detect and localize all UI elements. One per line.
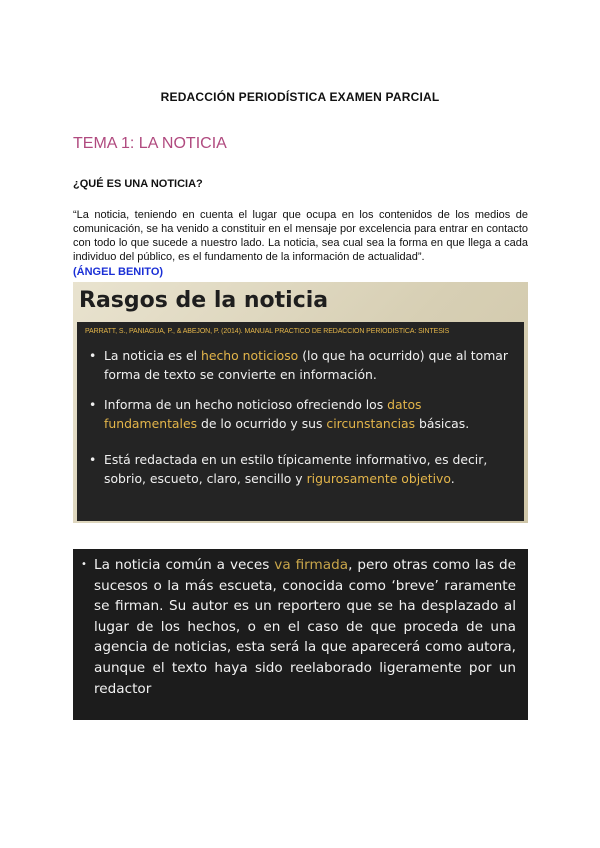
question-heading: ¿QUÉ ES UNA NOTICIA? bbox=[73, 178, 203, 190]
list-item-text: Informa de un hecho noticioso ofreciendo los datos fundamentales de lo ocurrido y sus circunstancias básicas. bbox=[104, 397, 470, 431]
highlight: rigurosamente objetivo bbox=[306, 471, 451, 486]
slide-rasgos bbox=[73, 282, 528, 523]
section-title: TEMA 1: LA NOTICIA bbox=[73, 135, 227, 152]
list-item bbox=[89, 395, 512, 433]
bullet-icon: • bbox=[89, 348, 97, 363]
highlight: va firmada bbox=[274, 557, 349, 573]
bullet-icon: • bbox=[89, 452, 97, 467]
bullet-icon: • bbox=[81, 559, 87, 570]
highlight: circunstancias bbox=[326, 416, 416, 431]
highlight: datos fundamentales bbox=[104, 397, 422, 431]
highlight: hecho noticioso bbox=[200, 348, 299, 363]
list-item bbox=[81, 555, 516, 699]
slide-panel bbox=[77, 322, 524, 521]
list-item-text: La noticia es el hecho noticioso (lo que ha ocurrido) que al tomar forma de texto se convierte en información. bbox=[104, 348, 508, 382]
list-item-text: Está redactada en un estilo típicamente informativo, es decir, sobrio, escueto, claro, sencillo y rigurosamente objetivo. bbox=[104, 452, 488, 486]
slide-title: Rasgos de la noticia bbox=[79, 288, 329, 313]
bullet-icon: • bbox=[89, 397, 97, 412]
list-item-text: La noticia común a veces va firmada, pero otras como las de sucesos o la más escueta, conocida como ‘breve’ raramente se firman. Su autor es un reportero que se ha desplazado al lugar de los hechos, o en el caso de que proceda de una agencia de noticias, esta será la que aparecerá como autora, aunque el texto haya sido reelaborado ligeramente por un redactor bbox=[94, 557, 517, 697]
slide-firma bbox=[73, 549, 528, 720]
document-title: REDACCIÓN PERIODÍSTICA EXAMEN PARCIAL bbox=[160, 90, 440, 104]
list-item bbox=[89, 450, 512, 488]
slide-reference: PARRATT, S., PANIAGUA, P., & ABEJÓN, P. (2014). MANUAL PRÁCTICO DE REDACCIÓN PERIODÍSTICA: SÍNTESIS bbox=[85, 328, 450, 335]
definition-quote: “La noticia, teniendo en cuenta el lugar que ocupa en los contenidos de los medios de comunicación, se ha venido a constituir en el mensaje por excelencia para entrar en contacto con todo lo que sucede a nuestro lado. La noticia, sea cual sea la forma en que llega a cada individuo del público, es el fundamento de la información de actualidad”. bbox=[73, 209, 528, 263]
quote-author: (ÁNGEL BENITO) bbox=[73, 266, 164, 278]
list-item bbox=[89, 346, 512, 384]
